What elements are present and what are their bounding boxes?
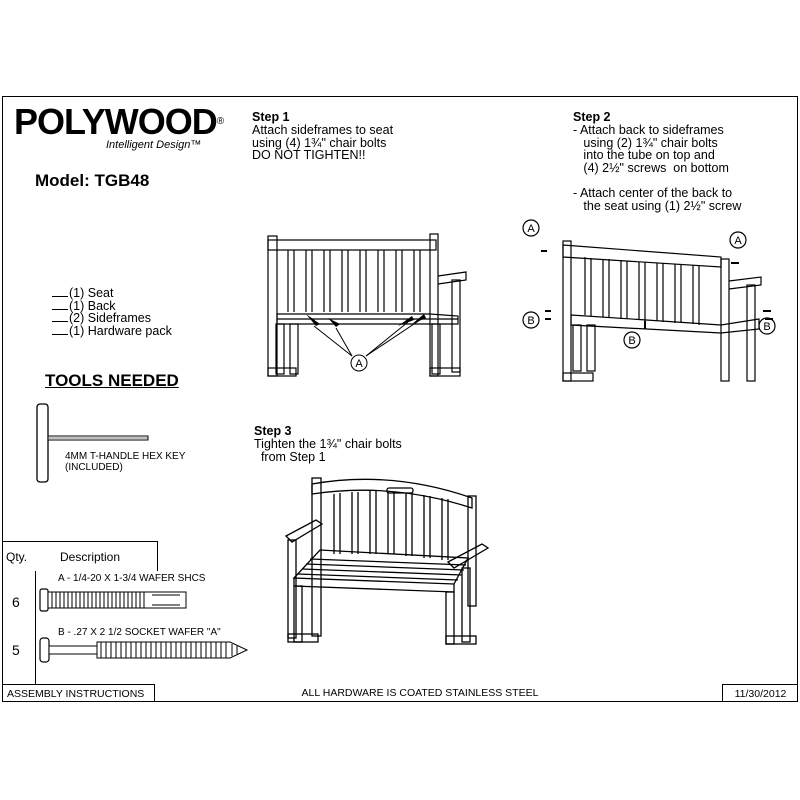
- step-1-line: DO NOT TIGHTEN!!: [252, 148, 366, 163]
- hex-key-name: 4MM T-HANDLE HEX KEY: [65, 451, 186, 462]
- callout-b: B: [628, 335, 636, 347]
- hex-key-included: (INCLUDED): [65, 461, 123, 473]
- step-1-line: Attach sideframes to seat: [252, 123, 394, 137]
- hardware-a-qty: 6: [12, 594, 20, 610]
- step-2-title: Step 2: [573, 110, 611, 124]
- parts-item-label: (2) Sideframes: [69, 311, 151, 325]
- description-column-header: Description: [60, 550, 121, 564]
- step-3-line: Tighten the 1¾" chair bolts: [254, 437, 402, 451]
- hardware-table-box: [35, 571, 37, 684]
- trademark-symbol: ®: [216, 116, 224, 127]
- brand-name: POLYWOOD: [14, 101, 217, 142]
- step-2-line: the seat using (1) 2½" screw: [573, 198, 742, 213]
- callout-b: B: [527, 315, 535, 327]
- check-blank: [52, 309, 68, 310]
- check-blank: [52, 321, 68, 322]
- parts-item-label: (1) Hardware pack: [69, 323, 172, 338]
- hex-key-illustration: [30, 400, 160, 490]
- callout-b: B: [763, 321, 771, 333]
- step-3-title: Step 3: [254, 424, 292, 438]
- callout-a: A: [355, 358, 363, 370]
- brand-logo: [14, 101, 223, 143]
- parts-item: [52, 325, 172, 338]
- step-1-line: using (4) 1¾" chair bolts: [252, 135, 387, 150]
- parts-checklist: [52, 287, 172, 337]
- step-2-bench-illustration: [515, 215, 785, 390]
- footer-hardware-note: ALL HARDWARE IS COATED STAINLESS STEEL: [301, 687, 539, 699]
- wafer-bolt-a-illustration: [40, 585, 190, 615]
- step-1-bench-illustration: [262, 232, 472, 382]
- step-2-line: into the tube on top and: [573, 148, 715, 163]
- qty-column-header: Qty.: [6, 550, 28, 564]
- step-3-line: from Step 1: [254, 449, 326, 464]
- footer-date: 11/30/2012: [722, 684, 798, 702]
- step-1-title: Step 1: [252, 110, 290, 124]
- hardware-a-label: A - 1/4-20 X 1-3/4 WAFER SHCS: [58, 573, 206, 584]
- hardware-table-header: [2, 541, 158, 571]
- socket-screw-b-illustration: [40, 634, 255, 664]
- step-2-line: using (2) 1¾" chair bolts: [573, 135, 718, 150]
- hardware-b-qty: 5: [12, 642, 20, 658]
- step-2-line: (4) 2½" screws on bottom: [573, 160, 729, 175]
- model-number: Model: TGB48: [35, 171, 150, 190]
- parts-item-label: (1) Back: [69, 298, 116, 313]
- callout-a: A: [527, 223, 535, 235]
- callout-a: A: [734, 235, 742, 247]
- brand-tagline: Intelligent Design™: [106, 139, 202, 151]
- step-3: [254, 424, 402, 463]
- check-blank: [52, 296, 68, 297]
- step-1: [252, 110, 393, 162]
- footer-assembly-instructions: ASSEMBLY INSTRUCTIONS: [2, 684, 155, 702]
- hex-key-caption: [65, 452, 185, 473]
- check-blank: [52, 334, 68, 335]
- step-3-bench-illustration: [282, 474, 492, 654]
- tools-heading: TOOLS NEEDED: [45, 371, 179, 390]
- parts-item-label: (1) Seat: [69, 286, 114, 300]
- hardware-b-label: B - .27 X 2 1/2 SOCKET WAFER "A": [58, 627, 221, 638]
- step-2-line: - Attach center of the back to: [573, 185, 733, 200]
- step-2-line: - Attach back to sideframes: [573, 123, 724, 137]
- step-2: [573, 110, 741, 212]
